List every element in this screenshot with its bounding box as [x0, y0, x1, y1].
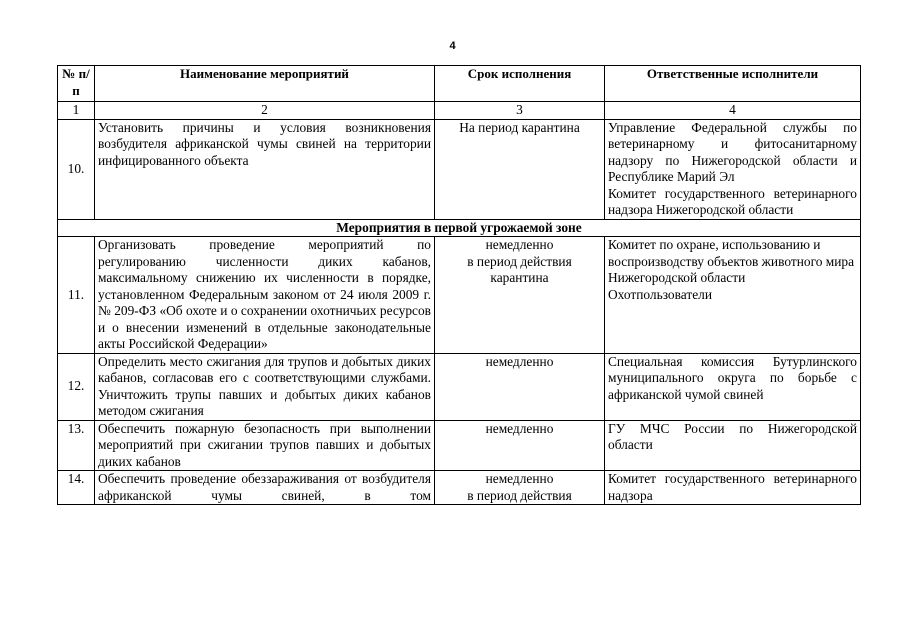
index-cell: 2 — [95, 102, 435, 120]
page-number: 4 — [449, 40, 456, 52]
responsible-line: Управление Федеральной службы по ветеринарному и фитосанитарному надзору по Нижегородской области и Республике Марий Эл — [608, 119, 857, 184]
table-row — [58, 420, 861, 471]
header-name: Наименование мероприятий — [95, 66, 435, 102]
measure-text: Обеспечить пожарную безопасность при выполнении мероприятий при сжигании трупов павших и добытых диких кабанов — [95, 420, 435, 471]
row-number: 10. — [58, 119, 95, 219]
deadline-cell — [435, 471, 605, 505]
row-number: 13. — [58, 420, 95, 471]
deadline-line: в период действия — [467, 253, 572, 269]
section-title: Мероприятия в первой угрожаемой зоне — [58, 219, 861, 237]
header-num: № п/п — [58, 66, 95, 102]
index-cell: 3 — [435, 102, 605, 120]
deadline-line: немедленно — [485, 471, 554, 486]
header-deadline: Срок исполнения — [435, 66, 605, 102]
table-row — [58, 237, 861, 354]
responsible-cell — [605, 119, 861, 219]
responsible-line: Охотпользователи — [608, 286, 712, 302]
table-row — [58, 119, 861, 219]
responsible-line: Комитет государственного ветеринарного надзора — [608, 471, 857, 503]
row-number: 12. — [58, 353, 95, 420]
measure-text: Установить причины и условия возникновения возбудителя африканской чумы свиней на территории инфицированного объекта — [95, 119, 435, 219]
deadline-line: немедленно — [485, 237, 554, 252]
row-number: 11. — [58, 237, 95, 354]
measure-text: Обеспечить проведение обеззараживания от возбудителя африканской чумы свиней, в том — [95, 471, 435, 505]
responsible-cell — [605, 353, 861, 420]
index-cell: 1 — [58, 102, 95, 120]
section-row — [58, 219, 861, 237]
index-row — [58, 102, 861, 120]
table-header-row — [58, 66, 861, 102]
measure-text: Организовать проведение мероприятий по регулированию численности диких кабанов, максимальному снижению их численности в порядке, установленном Федеральным законом от 24 июля 2009 г. № 209-ФЗ «Об охоте и о сохранении охотничьих ресурсов и о внесении изменений в отдельные законодательные акты Российской Федерации» — [95, 237, 435, 354]
responsible-line: ГУ МЧС России по Нижегородской области — [608, 420, 857, 452]
index-cell: 4 — [605, 102, 861, 120]
measure-text: Определить место сжигания для трупов и добытых диких кабанов, согласовав его с соответствующими службами. Уничтожить трупы павших и добытых диких кабанов методом сжигания — [95, 353, 435, 420]
deadline-line: карантина — [490, 270, 549, 285]
deadline-text: На период карантина — [435, 119, 605, 219]
responsible-cell — [605, 471, 861, 505]
deadline-cell — [435, 420, 605, 471]
responsible-cell — [605, 420, 861, 471]
table-row — [58, 471, 861, 505]
responsible-line: Комитет государственного ветеринарного надзора Нижегородской области — [608, 185, 857, 217]
header-responsible: Ответственные исполнители — [605, 66, 861, 102]
deadline-line: немедленно — [485, 353, 554, 369]
responsible-line: Специальная комиссия Бутурлинского муниципального округа по борьбе с африканской чумой свиней — [608, 353, 857, 402]
deadline-line: в период действия — [467, 487, 572, 503]
table-row — [58, 353, 861, 420]
deadline-line: немедленно — [485, 420, 554, 436]
measures-table — [57, 65, 861, 505]
deadline-cell — [435, 237, 605, 354]
row-number: 14. — [58, 471, 95, 505]
responsible-cell — [605, 237, 861, 354]
responsible-line: Комитет по охране, использованию и воспроизводству объектов животного мира Нижегородской области — [608, 237, 855, 285]
deadline-cell — [435, 353, 605, 420]
